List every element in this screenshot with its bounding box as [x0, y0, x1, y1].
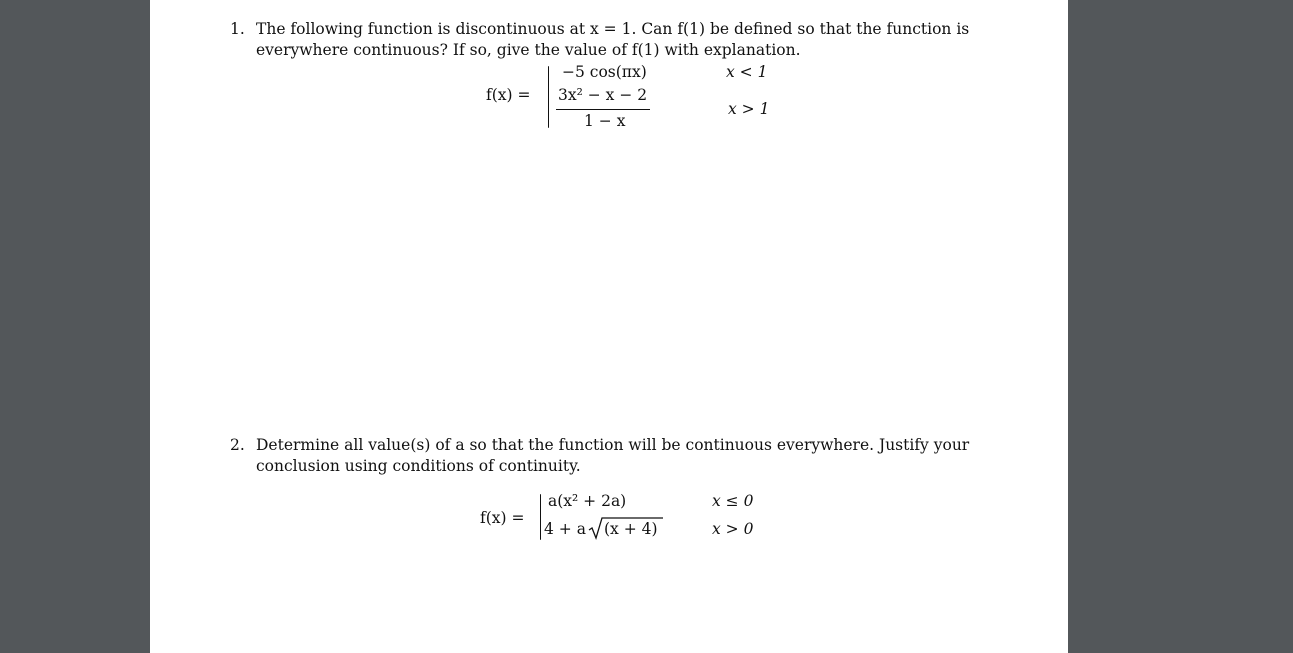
case-1-expression: −5 cos(πx) — [562, 63, 647, 81]
question-text-line-2: everywhere continuous? If so, give the value of f(1) with explanation. — [256, 41, 801, 59]
question-number: 2. — [230, 436, 245, 454]
function-label: f(x) = — [480, 509, 525, 527]
question-1 — [230, 19, 1016, 61]
question-text-line-1: Determine all value(s) of a so that the function will be continuous everywhere. Justify your — [256, 436, 970, 454]
case-1-condition: x < 1 — [726, 63, 768, 81]
case-2-denominator: 1 − x — [584, 112, 626, 130]
case-1-condition: x ≤ 0 — [712, 492, 754, 510]
left-brace — [540, 494, 541, 540]
case-2-prefix: 4 + a — [544, 520, 586, 538]
question-text-line-1: The following function is discontinuous at x = 1. Can f(1) be defined so that the function is — [256, 20, 970, 38]
document-page — [150, 0, 1068, 653]
question-number: 1. — [230, 20, 245, 38]
case-2-condition: x > 1 — [728, 100, 770, 118]
function-label: f(x) = — [486, 86, 531, 104]
question-2 — [230, 435, 1016, 477]
question-text-line-2: conclusion using conditions of continuity. — [256, 457, 581, 475]
fraction-bar — [556, 109, 650, 110]
left-brace — [548, 66, 549, 128]
case-2-condition: x > 0 — [712, 520, 754, 538]
case-1-expression: a(x² + 2a) — [548, 492, 627, 510]
case-2-numerator: 3x² − x − 2 — [558, 86, 648, 104]
radicand: (x + 4) — [604, 520, 658, 538]
